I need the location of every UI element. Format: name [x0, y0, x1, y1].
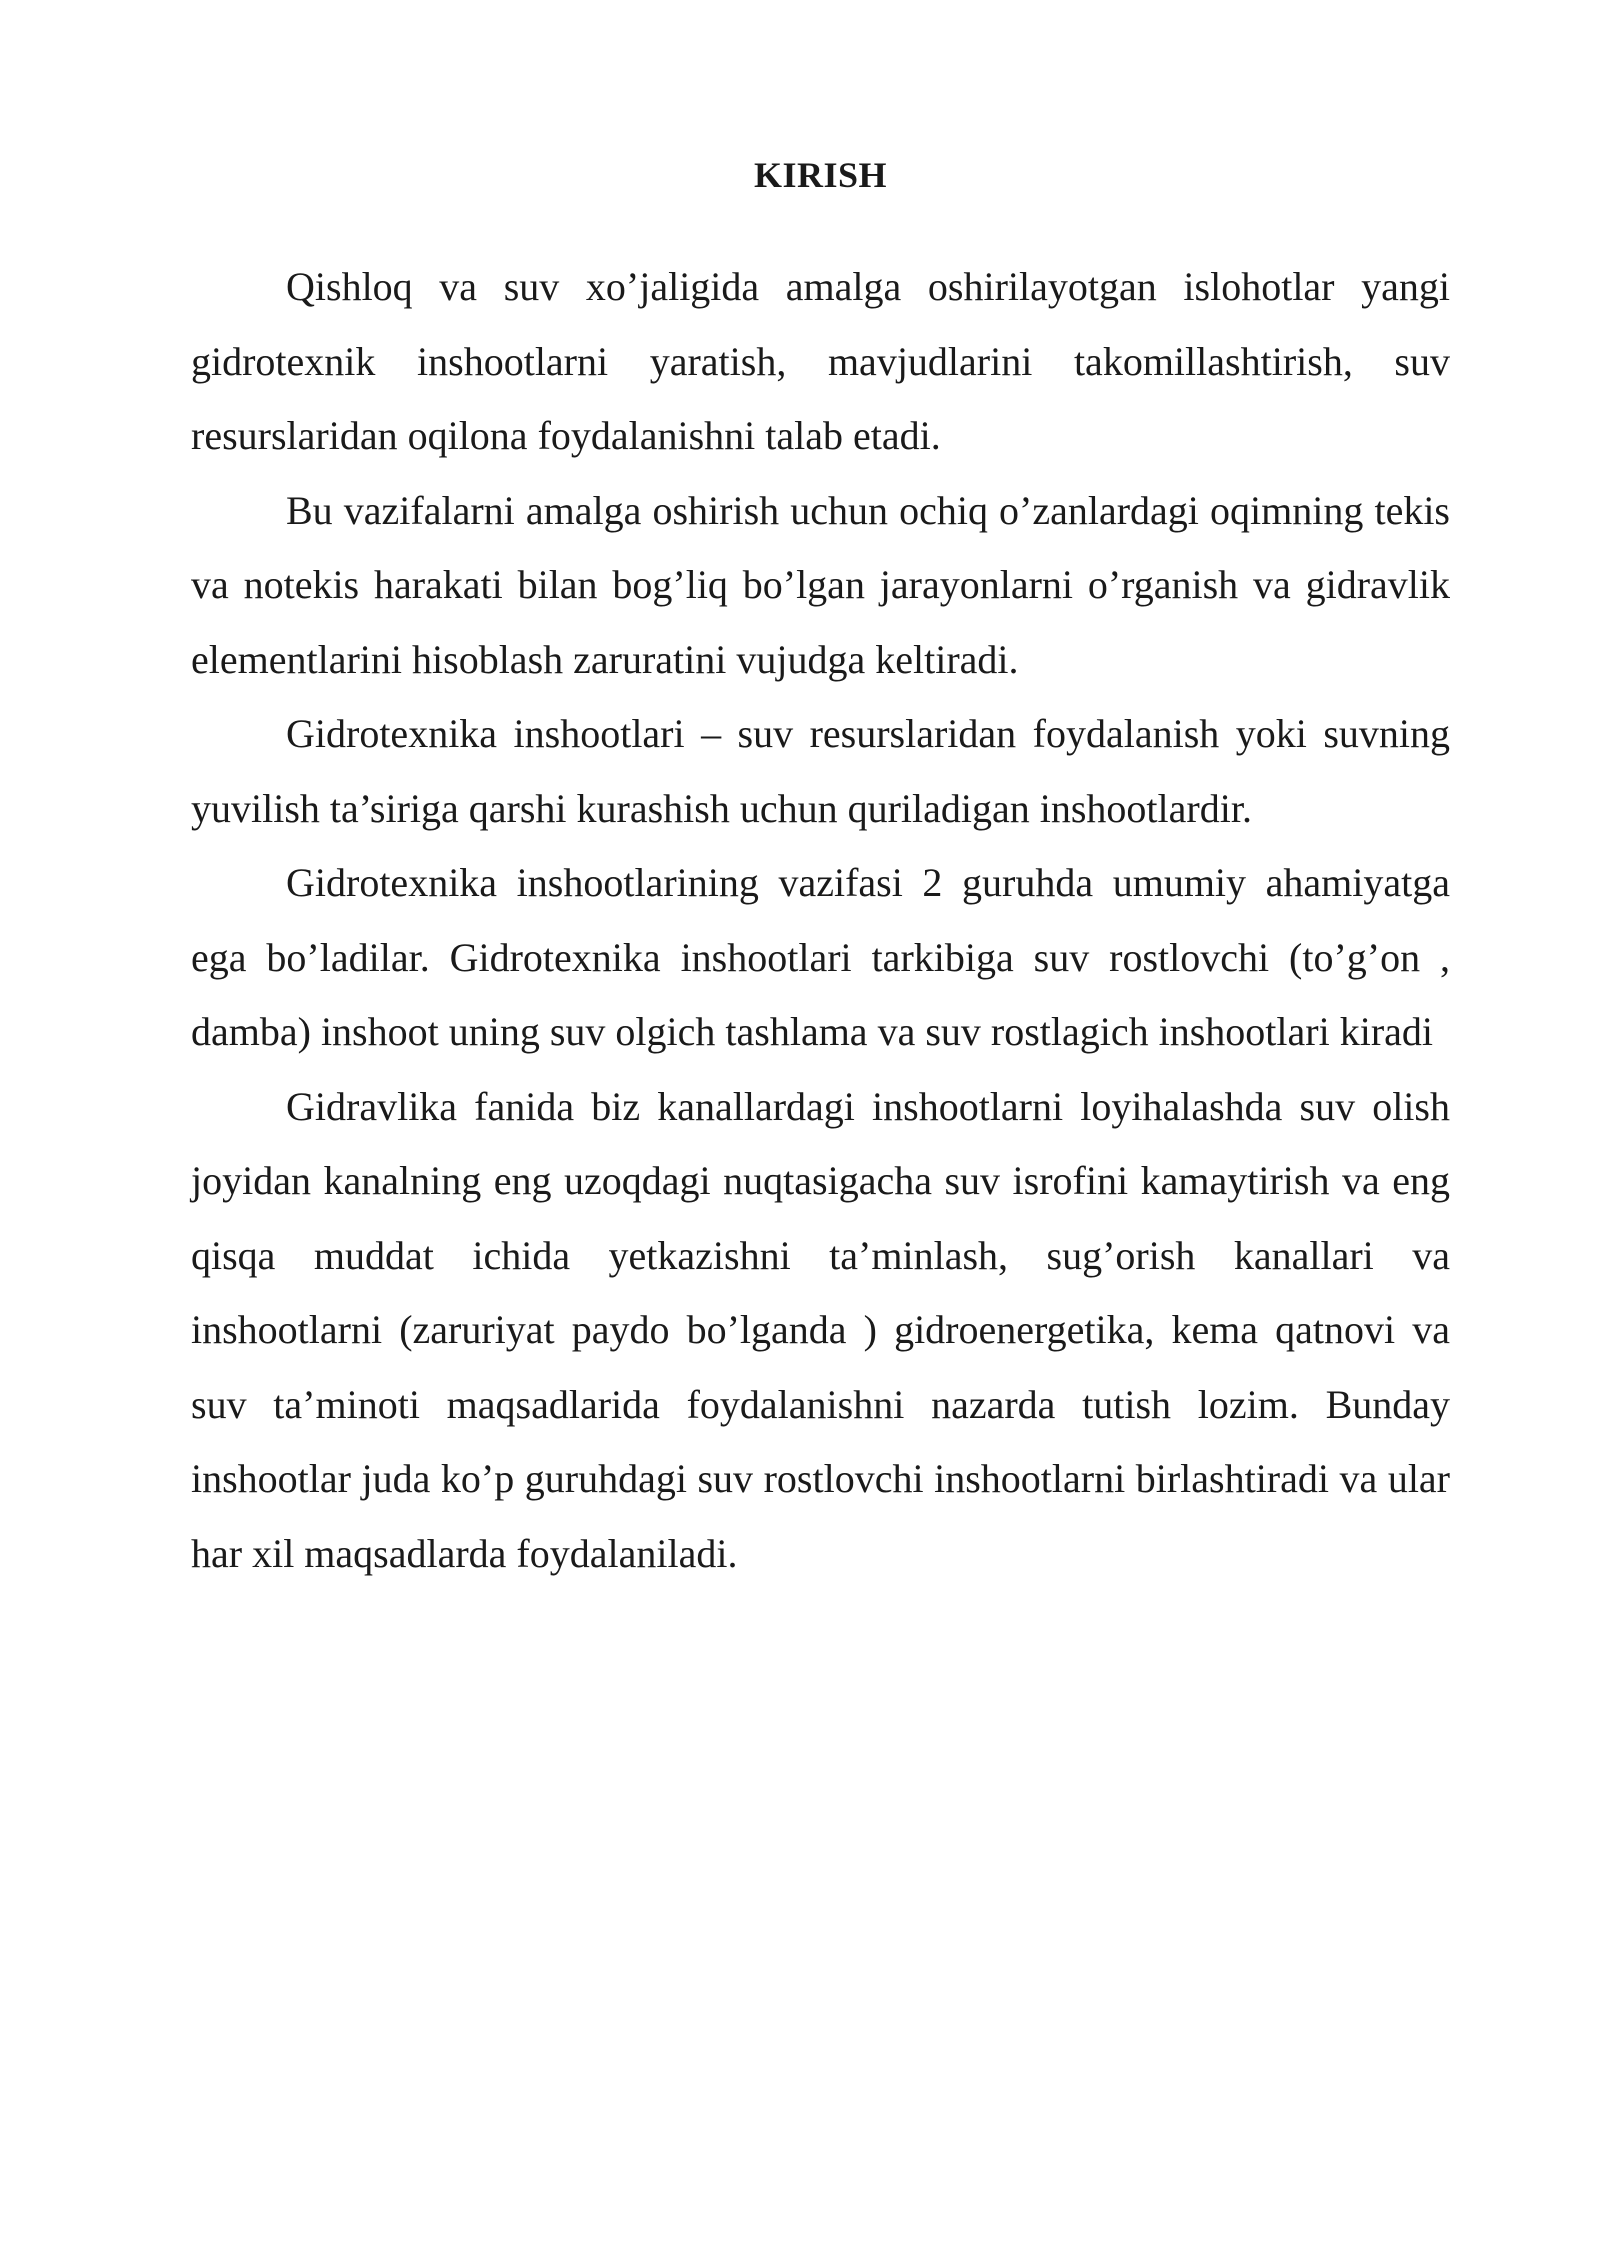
document-body	[191, 148, 1450, 1591]
paragraph-2: Bu vazifalarni amalga oshirish uchun ochiq o’zanlardagi oqimning tekis va notekis harakati bilan bog’liq bo’lgan jarayonlarni o’rganish va gidravlik elementlarini hisoblash zaruratini vujudga keltiradi.	[191, 487, 1450, 682]
paragraph-3: Gidrotexnika inshootlari – suv resurslaridan foydalanish yoki suvning yuvilish ta’siriga qarshi kurashish uchun quriladigan inshootlardir.	[191, 711, 1450, 831]
paragraph-5: Gidravlika fanida biz kanallardagi inshootlarni loyihalashda suv olish joyidan kanalning eng uzoqdagi nuqtasigacha suv isrofini kamaytirish va eng qisqa muddat ichida yetkazishni ta’minlash, sug’orish kanallari va inshootlarni (zaruriyat paydo bo’lganda ) gidroenergetika, kema qatnovi va suv ta’minoti maqsadlarida foydalanishni nazarda tutish lozim. Bunday inshootlar juda ko’p guruhdagi suv rostlovchi inshootlarni birlashtiradi va ular har xil maqsadlarda foydalaniladi.	[191, 1083, 1450, 1576]
page-title: KIRISH	[753, 155, 888, 195]
paragraph-4: Gidrotexnika inshootlarining vazifasi 2 guruhda umumiy ahamiyatga ega bo’ladilar. Gidrotexnika inshootlari tarkibiga suv rostlovchi (to’g’on , damba) inshoot uning suv olgich tashlama va suv rostlagich inshootlari kiradi	[191, 860, 1450, 1054]
paragraph-1: Qishloq va suv xo’jaligida amalga oshirilayotgan islohotlar yangi gidrotexnik inshootlarni yaratish, mavjudlarini takomillashtirish, suv resurslaridan oqilona foydalanishni talab etadi.	[191, 264, 1450, 458]
